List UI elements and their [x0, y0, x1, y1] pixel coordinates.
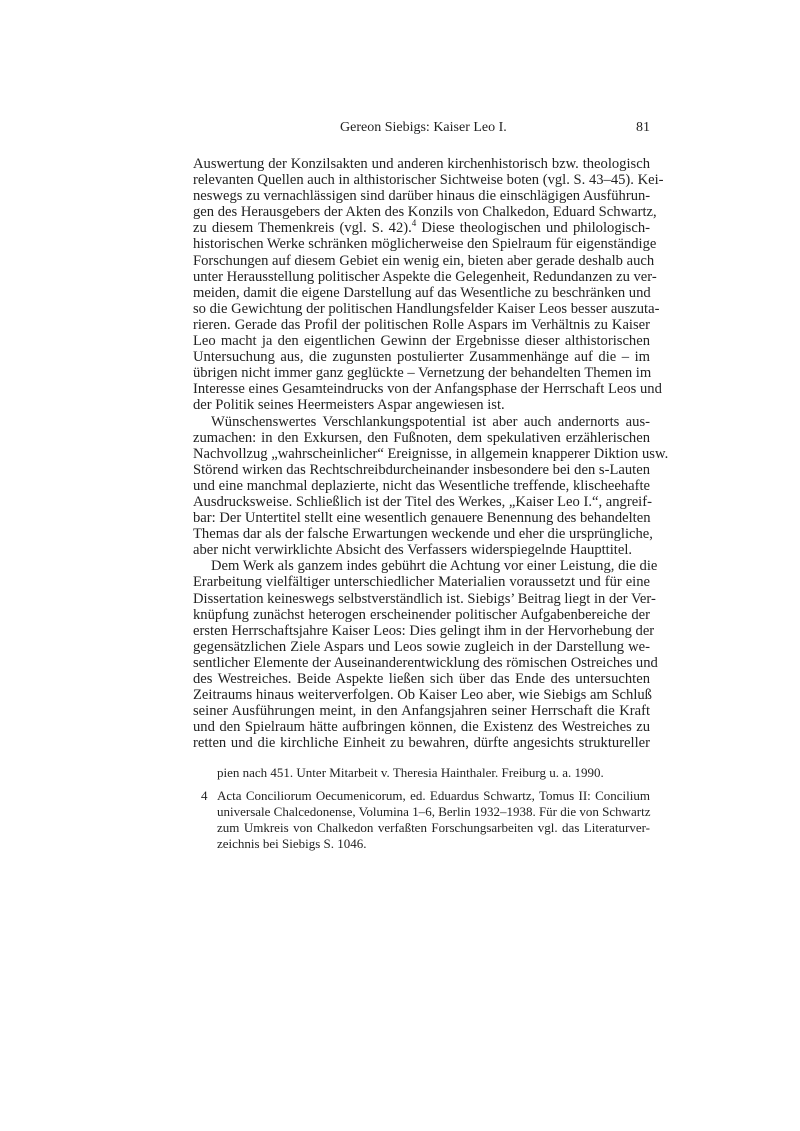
text-line: Zeitraums hinaus weiterverfolgen. Ob Kaiser Leo aber, wie Siebigs am Schluß: [193, 687, 652, 704]
text-line: aber nicht verwirklichte Absicht des Verfassers widerspiegelnde Haupttitel.: [193, 542, 633, 559]
text-line: und den Spielraum hätte aufbringen können, die Existenz des Westreiches zu: [193, 719, 650, 736]
footnote-line: [193, 804, 650, 820]
text-line: retten und die kirchliche Einheit zu bewahren, dürfte angesichts struktureller: [193, 735, 650, 752]
text-line: rieren. Gerade das Profil der politischen Rolle Aspars im Verhältnis zu Kaiser: [193, 316, 650, 333]
footnote-line: [193, 788, 650, 804]
text-line: Störend wirken das Rechtschreibdurcheinander insbesondere bei den s-Lauten: [193, 461, 650, 478]
footnote-line: [193, 836, 650, 852]
text-line: übrigen nicht immer ganz geglückte – Vernetzung der behandelten Themen im: [193, 365, 652, 382]
text-line: meiden, damit die eigene Darstellung auf das Wesentliche zu beschränken und: [193, 284, 651, 301]
text-line: gegensätzlichen Ziele Aspars und Leos sowie zugleich in der Darstellung we-: [193, 638, 650, 655]
text-line: Dem Werk als ganzem indes gebührt die Achtung vor einer Leistung, die die: [211, 558, 658, 575]
running-header-title: Gereon Siebigs: Kaiser Leo I.: [340, 120, 507, 135]
text-line: Wünschenswertes Verschlankungspotential ist aber auch andernorts aus-: [211, 413, 650, 430]
text-line: so die Gewichtung der politischen Handlungsfelder Kaiser Leos besser auszuta-: [193, 300, 660, 317]
text-line: historischen Werke schränken möglicherweise den Spielraum für eigenständige: [193, 236, 657, 253]
text-line: Interesse eines Gesamteindrucks von der Anfangsphase der Herrschaft Leos und: [193, 381, 662, 398]
text-line: Nachvollzug „wahrscheinlicher“ Ereignisse, in allgemein knapperer Diktion usw.: [193, 445, 669, 462]
footnote-text: pien nach 451. Unter Mitarbeit v. Theresia Hainthaler. Freiburg u. a. 1990.: [217, 765, 604, 780]
text-line: Untersuchung aus, die zugunsten postulierter Zusammenhänge auf die – im: [193, 349, 650, 366]
footnote-text: universale Chalcedonense, Volumina 1–6, Berlin 1932–1938. Für die von Schwartz: [217, 804, 651, 819]
text-line: gen des Herausgebers der Akten des Konzils von Chalkedon, Eduard Schwartz,: [193, 204, 657, 221]
text-line: neswegs zu vernachlässigen sind darüber hinaus die einschlägigen Ausführun-: [193, 188, 651, 205]
text-line: unter Herausstellung politischer Aspekte die Gelegenheit, Redundanzen zu ver-: [193, 268, 657, 285]
paragraph: [193, 558, 658, 752]
text-line: Leo macht ja den eigentlichen Gewinn der Ergebnisse dieser althistorischen: [193, 333, 650, 350]
footnotes: [193, 765, 650, 852]
text-line: Themas dar als der falsche Erwartungen weckende und eher die ursprüngliche,: [193, 526, 653, 543]
text-line: des Westreiches. Beide Aspekte ließen sich über das Ende des untersuchten: [193, 671, 650, 687]
footnote-reference[interactable]: 4: [411, 218, 417, 229]
text-line: zu diesem Themenkreis (vgl. S. 42).$^4$ Diese theologischen und philologisch-: [193, 218, 650, 237]
text-line: seiner Ausführungen meint, in den Anfangsjahren seiner Herrschaft die Kraft: [193, 703, 650, 720]
footnote-line: [193, 765, 650, 781]
paragraph: [193, 156, 664, 414]
text-line: relevanten Quellen auch in althistorischer Sichtweise boten (vgl. S. 43–45). Kei-: [193, 172, 664, 189]
text-line: Auswertung der Konzilsakten und anderen kirchenhistorisch bzw. theologisch: [193, 156, 650, 172]
text-line: bar: Der Untertitel stellt eine wesentlich genauere Benennung des behandelten: [193, 510, 651, 527]
body-text: [193, 156, 669, 752]
text-line: knüpfung zunächst heterogen erscheinender politischer Aufgabenbereiche der: [193, 606, 650, 623]
footnote-text: Acta Conciliorum Oecumenicorum, ed. Eduardus Schwartz, Tomus II: Concilium: [217, 788, 650, 803]
footnote-number: 4: [201, 788, 208, 803]
text-line: Erarbeitung vielfältiger unterschiedlicher Materialien voraussetzt und für eine: [193, 574, 650, 591]
footnote-text: zeichnis bei Siebigs S. 1046.: [217, 836, 367, 851]
text-line: Dissertation keineswegs selbstverständlich ist. Siebigs’ Beitrag liegt in der Ver-: [193, 590, 656, 607]
text-line: der Politik seines Heermeisters Aspar angewiesen ist.: [193, 397, 505, 414]
paragraph: [193, 413, 669, 559]
text-line: zumachen: in den Exkursen, den Fußnoten, dem spekulativen erzählerischen: [193, 429, 650, 446]
text-line: sentlicher Elemente der Auseinanderentwicklung des römischen Ostreiches und: [193, 654, 658, 671]
page-number: 81: [636, 120, 650, 135]
footnote-text: zum Umkreis von Chalkedon verfaßten Forschungsarbeiten vgl. das Literaturver-: [217, 820, 650, 835]
text-line: Forschungen auf diesem Gebiet ein wenig ein, bieten aber gerade deshalb auch: [193, 252, 655, 269]
text-line: Ausdrucksweise. Schließlich ist der Titel des Werkes, „Kaiser Leo I.“, angreif-: [193, 493, 652, 510]
text-line: ersten Herrschaftsjahre Kaiser Leos: Dies gelingt ihm in der Hervorhebung der: [193, 622, 655, 639]
footnote-line: [193, 820, 650, 836]
text-line: und eine manchmal deplazierte, nicht das Wesentliche treffende, klischeehafte: [193, 477, 650, 494]
